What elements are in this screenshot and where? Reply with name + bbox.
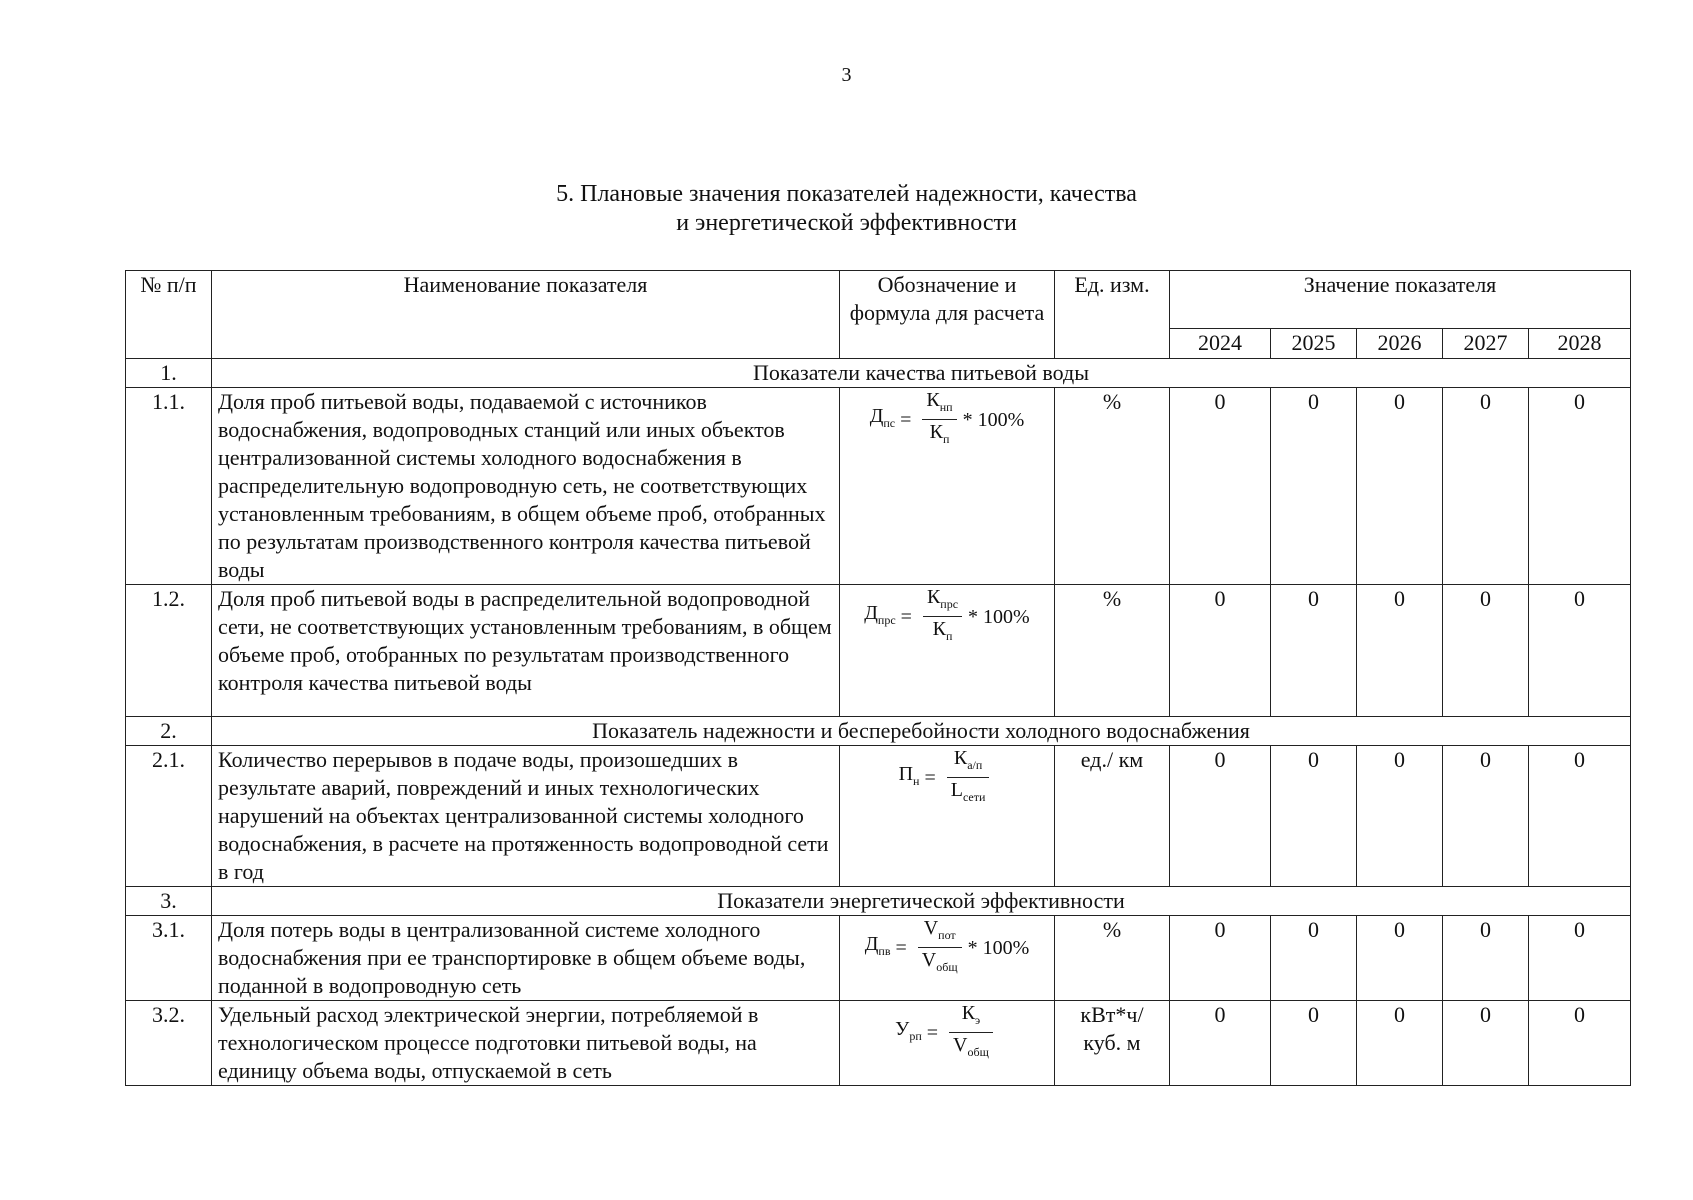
formula-lhs	[870, 402, 895, 437]
formula-num-sub: э	[975, 1013, 981, 1027]
row-name: Удельный расход электрической энергии, потребляемой в технологическом процессе подготовки питьевой воды, на единицу объема воды, отпускаемой в сеть	[212, 1001, 840, 1086]
formula-lhs	[864, 599, 895, 634]
header-name: Наименование показателя	[212, 271, 840, 359]
row-num: 3.1.	[126, 916, 212, 1001]
row-value: 0	[1529, 1001, 1631, 1086]
formula-multiplier: * 100%	[962, 408, 1025, 431]
formula-lhs	[865, 930, 891, 965]
formula-lhs	[895, 1015, 922, 1050]
formula-lhs-symbol: У	[895, 1018, 910, 1040]
row-value: 0	[1357, 746, 1443, 887]
formula-num-symbol: V	[923, 917, 939, 939]
row-value: 0	[1357, 1001, 1443, 1086]
formula-den-sub: п	[945, 629, 953, 643]
formula-lhs-symbol: Д	[869, 405, 884, 427]
table-row	[126, 916, 1631, 1001]
formula-num-sub: пот	[938, 928, 956, 942]
header-year: 2028	[1529, 329, 1631, 359]
row-formula	[840, 585, 1055, 717]
row-name: Доля потерь воды в централизованной системе холодного водоснабжения при ее транспортировке в общем объеме воды, поданной в водопроводную сеть	[212, 916, 840, 1001]
row-value: 0	[1271, 746, 1357, 887]
row-name: Количество перерывов в подаче воды, произошедших в результате аварий, повреждений и иных технологических нарушений на объектах централизованной системы холодного водоснабжения, в расчете на протяженность водопроводной сети в год	[212, 746, 840, 887]
formula-lhs-sub: прс	[877, 613, 896, 627]
header-year: 2026	[1357, 329, 1443, 359]
formula-denominator	[918, 948, 962, 979]
row-formula	[840, 388, 1055, 585]
row-unit: ед./ км	[1055, 746, 1170, 887]
header-unit: Ед. изм.	[1055, 271, 1170, 359]
header-num: № п/п	[126, 271, 212, 359]
formula-fraction	[947, 746, 990, 809]
formula-denominator	[923, 617, 962, 648]
row-unit: %	[1055, 388, 1170, 585]
row-value: 0	[1443, 746, 1529, 887]
row-name: Доля проб питьевой воды в распределительной водопроводной сети, не соответствующих установленным требованиям, в общем объеме проб, отобранных по результатам производственного контроля качества питьевой воды	[212, 585, 840, 717]
table-row	[126, 746, 1631, 887]
row-value: 0	[1170, 388, 1271, 585]
formula-equals: =	[919, 766, 941, 789]
formula-numerator	[922, 388, 956, 420]
formula-den-sub: общ	[936, 960, 958, 974]
formula-den-symbol: V	[921, 949, 937, 971]
row-unit: %	[1055, 916, 1170, 1001]
formula-equals: =	[890, 936, 912, 959]
row-num: 3.2.	[126, 1001, 212, 1086]
formula-lhs-symbol: Д	[864, 602, 878, 624]
row-value: 0	[1529, 916, 1631, 1001]
formula-lhs-sub: н	[913, 774, 920, 788]
row-value: 0	[1529, 746, 1631, 887]
formula-lhs-symbol: Д	[864, 933, 879, 955]
formula-numerator	[947, 746, 990, 778]
formula-num-symbol: К	[926, 586, 941, 608]
section-row	[126, 887, 1631, 916]
row-value: 0	[1443, 585, 1529, 717]
section-title: Показатели качества питьевой воды	[212, 359, 1631, 388]
table-row	[126, 388, 1631, 585]
formula-den-symbol: L	[950, 779, 963, 801]
document-title	[0, 180, 1693, 238]
table-row	[126, 585, 1631, 717]
row-unit: %	[1055, 585, 1170, 717]
indicators-table	[125, 270, 1631, 1086]
row-value: 0	[1443, 388, 1529, 585]
formula-multiplier: * 100%	[968, 605, 1030, 628]
page-number: 3	[841, 64, 852, 86]
row-name: Доля проб питьевой воды, подаваемой с источников водоснабжения, водопроводных станций или иных объектов централизованной системы холодного водоснабжения в распределительную водопроводную сеть, не соответствующих установленным требованиям, в общем объеме проб, отобранных по результатам производственного контроля качества питьевой воды	[212, 388, 840, 585]
row-value: 0	[1357, 916, 1443, 1001]
formula-den-sub: сети	[962, 790, 986, 804]
header-year: 2027	[1443, 329, 1529, 359]
row-value: 0	[1271, 388, 1357, 585]
formula-denominator	[947, 778, 990, 809]
row-formula	[840, 916, 1055, 1001]
formula-equals: =	[921, 1021, 944, 1044]
formula-den-sub: п	[942, 432, 950, 446]
formula-fraction	[918, 916, 962, 979]
row-value: 0	[1443, 1001, 1529, 1086]
formula-lhs-symbol: П	[898, 763, 914, 785]
row-value: 0	[1170, 585, 1271, 717]
row-num: 2.1.	[126, 746, 212, 887]
formula-den-symbol: К	[932, 618, 946, 640]
row-value: 0	[1357, 585, 1443, 717]
formula-lhs-sub: пв	[878, 944, 891, 958]
formula-num-symbol: К	[961, 1002, 976, 1024]
formula-num-sub: прс	[940, 597, 959, 611]
formula-num-symbol: К	[926, 389, 940, 411]
formula-denominator	[949, 1033, 993, 1064]
title-line-1: 5. Плановые значения показателей надежности, качества	[556, 181, 1137, 207]
header-year: 2025	[1271, 329, 1357, 359]
formula-fraction	[923, 585, 962, 648]
formula-num-sub: нп	[939, 400, 953, 414]
formula-numerator	[918, 916, 962, 948]
table-row	[126, 1001, 1631, 1086]
section-num: 1.	[126, 359, 212, 388]
row-value: 0	[1357, 388, 1443, 585]
row-value: 0	[1170, 746, 1271, 887]
row-value: 0	[1271, 1001, 1357, 1086]
row-value: 0	[1529, 388, 1631, 585]
row-value: 0	[1529, 585, 1631, 717]
formula-num-sub: а/п	[967, 758, 983, 772]
formula-denominator	[922, 420, 956, 451]
formula-multiplier: * 100%	[967, 936, 1030, 959]
section-title: Показатели энергетической эффективности	[212, 887, 1631, 916]
row-value: 0	[1271, 916, 1357, 1001]
header-formula: Обозначение и формула для расчета	[840, 271, 1055, 359]
row-num: 1.2.	[126, 585, 212, 717]
formula-fraction	[949, 1001, 993, 1064]
section-row	[126, 359, 1631, 388]
formula-equals: =	[895, 408, 917, 431]
row-formula	[840, 1001, 1055, 1086]
formula-fraction	[922, 388, 956, 451]
row-num: 1.1.	[126, 388, 212, 585]
formula-numerator	[949, 1001, 993, 1033]
row-value: 0	[1170, 1001, 1271, 1086]
header-year: 2024	[1170, 329, 1271, 359]
title-line-2: и энергетической эффективности	[676, 210, 1017, 236]
formula-den-symbol: V	[953, 1034, 968, 1056]
formula-numerator	[923, 585, 962, 617]
formula-den-sub: общ	[967, 1045, 989, 1059]
section-title: Показатель надежности и бесперебойности холодного водоснабжения	[212, 717, 1631, 746]
formula-lhs-sub: пс	[883, 416, 896, 430]
formula-lhs	[899, 760, 920, 795]
row-value: 0	[1170, 916, 1271, 1001]
row-unit: кВт*ч/ куб. м	[1055, 1001, 1170, 1086]
section-num: 2.	[126, 717, 212, 746]
section-row	[126, 717, 1631, 746]
formula-lhs-sub: рп	[909, 1029, 922, 1043]
formula-equals: =	[895, 605, 917, 628]
section-num: 3.	[126, 887, 212, 916]
row-value: 0	[1271, 585, 1357, 717]
header-value: Значение показателя	[1170, 271, 1631, 329]
row-value: 0	[1443, 916, 1529, 1001]
formula-num-symbol: К	[953, 747, 968, 769]
formula-den-symbol: К	[929, 421, 943, 443]
row-formula	[840, 746, 1055, 887]
